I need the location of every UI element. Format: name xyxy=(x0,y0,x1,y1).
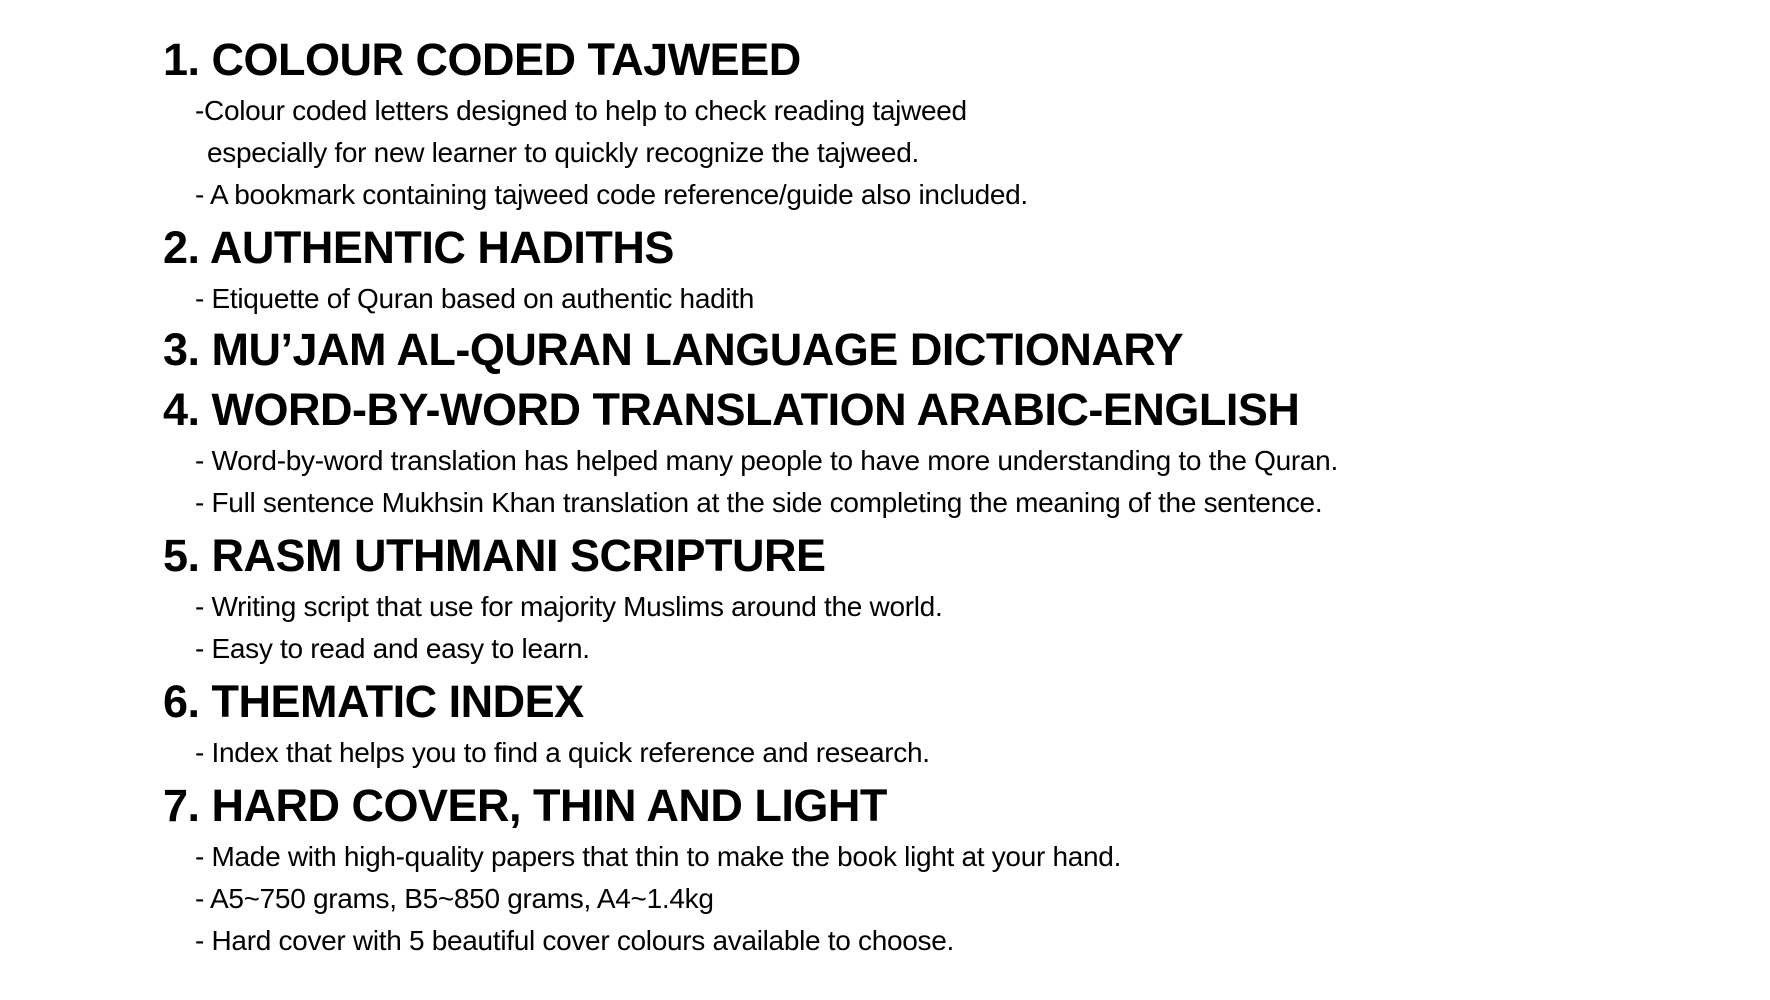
section-line: - Made with high-quality papers that thin to make the book light at your hand. xyxy=(195,841,1122,872)
section-line: - Easy to read and easy to learn. xyxy=(195,633,590,664)
section-lines xyxy=(163,278,1723,320)
section-line: - A5~750 grams, B5~850 grams, A4~1.4kg xyxy=(195,883,714,914)
section-heading: 6. THEMATIC INDEX xyxy=(163,676,584,727)
section-rasm-uthmani xyxy=(163,526,1723,670)
section-heading: 3. MU’JAM AL-QURAN LANGUAGE DICTIONARY xyxy=(163,324,1184,375)
section-word-by-word-translation xyxy=(163,380,1723,524)
section-mujam-dictionary xyxy=(163,320,1723,380)
section-line: - A bookmark containing tajweed code reference/guide also included. xyxy=(195,179,1028,210)
section-heading: 5. RASM UTHMANI SCRIPTURE xyxy=(163,530,826,581)
section-lines xyxy=(163,836,1723,962)
section-colour-coded-tajweed xyxy=(163,30,1723,216)
section-lines xyxy=(163,440,1723,524)
section-heading: 2. AUTHENTIC HADITHS xyxy=(163,222,674,273)
section-lines xyxy=(163,732,1723,774)
section-line: - Index that helps you to find a quick reference and research. xyxy=(195,737,930,768)
section-line: - Hard cover with 5 beautiful cover colours available to choose. xyxy=(195,925,954,956)
section-heading: 7. HARD COVER, THIN AND LIGHT xyxy=(163,780,887,831)
feature-list xyxy=(163,30,1723,962)
section-authentic-hadiths xyxy=(163,218,1723,320)
section-heading: 4. WORD-BY-WORD TRANSLATION ARABIC-ENGLISH xyxy=(163,384,1300,435)
section-line: - Word-by-word translation has helped many people to have more understanding to the Quran. xyxy=(195,445,1338,476)
section-line: - Etiquette of Quran based on authentic hadith xyxy=(195,283,755,314)
section-line: - Full sentence Mukhsin Khan translation at the side completing the meaning of the sentence. xyxy=(195,487,1323,518)
section-heading: 1. COLOUR CODED TAJWEED xyxy=(163,34,801,85)
section-line: - Writing script that use for majority Muslims around the world. xyxy=(195,591,943,622)
section-line: especially for new learner to quickly recognize the tajweed. xyxy=(207,137,919,168)
section-lines xyxy=(163,586,1723,670)
section-line: -Colour coded letters designed to help to check reading tajweed xyxy=(195,95,967,126)
section-thematic-index xyxy=(163,672,1723,774)
section-lines xyxy=(163,90,1723,216)
section-hard-cover xyxy=(163,776,1723,962)
